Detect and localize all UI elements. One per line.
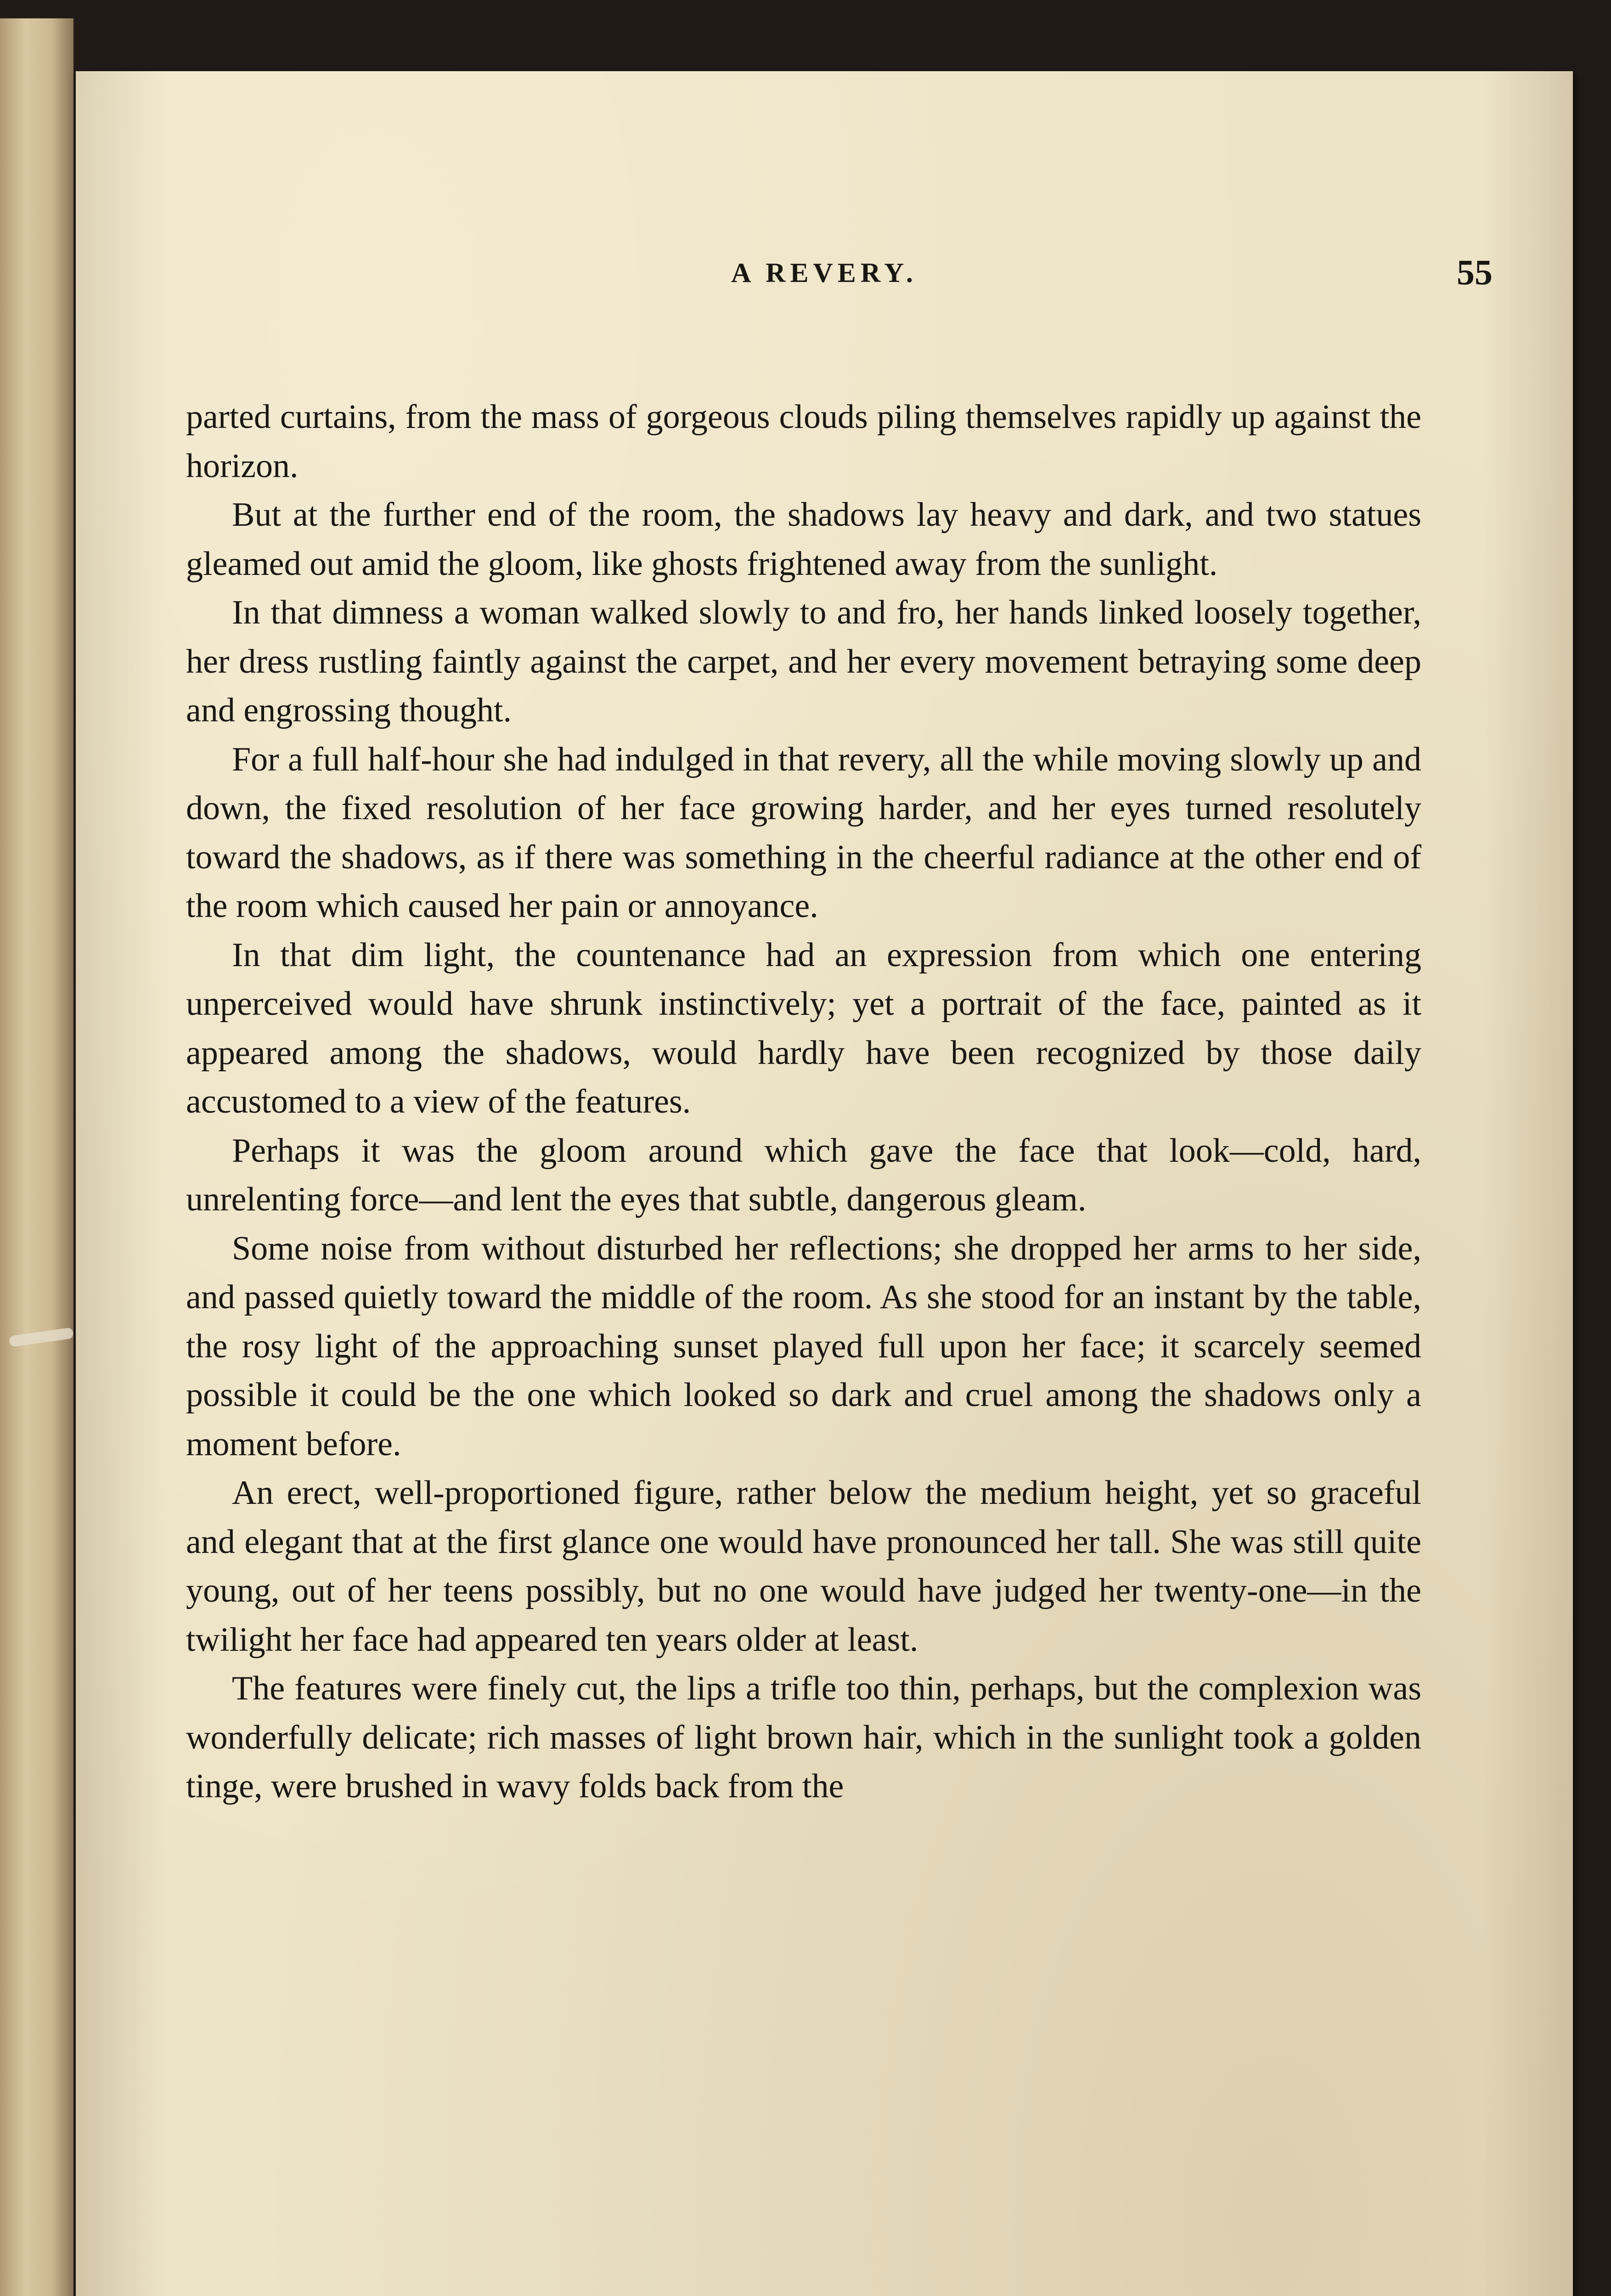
paragraph: An erect, well-proportioned figure, rather below the medium height, yet so graceful and elegant that at the first glance one would have pronounced her tall. She was still quite young, out of her teens possibly, but no one would have judged her twenty-one—in the twilight her face had appeared ten years older at least. — [186, 1474, 1421, 1659]
paragraph: Perhaps it was the gloom around which gave the face that look—cold, hard, unrelenting force—and lent the eyes that subtle, dangerous gleam. — [186, 1131, 1421, 1218]
body-text — [186, 393, 1421, 1811]
binding-thread — [9, 1327, 74, 1347]
running-head: A REVERY. — [731, 258, 918, 288]
page-number: 55 — [1457, 252, 1493, 292]
paragraph: But at the further end of the room, the shadows lay heavy and dark, and two statues gleamed out amid the gloom, like ghosts frightened away from the sunlight. — [186, 496, 1421, 583]
page-header — [76, 252, 1573, 308]
paragraph: In that dimness a woman walked slowly to and fro, her hands linked loosely together, her dress rustling faintly against the carpet, and her every movement betraying some deep and engrossing thought. — [186, 594, 1421, 729]
paragraph: For a full half-hour she had indulged in that revery, all the while moving slowly up and down, the fixed resolution of her face growing harder, and her eyes turned resolutely toward the shadows, as if there was something in the cheerful radiance at the other end of the room which caused her pain or annoyance. — [186, 740, 1421, 925]
book-page — [76, 71, 1573, 2296]
paragraph: The features were finely cut, the lips a trifle too thin, perhaps, but the complexion was wonderfully delicate; rich masses of light brown hair, which in the sunlight took a golden tinge, were brushed in wavy folds back from the — [186, 1670, 1421, 1805]
paragraph: Some noise from without disturbed her reflections; she dropped her arms to her side, and passed quietly toward the middle of the room. As she stood for an instant by the table, the rosy light of the approaching sunset played full upon her face; it scarcely seemed possible it could be the one which looked so dark and cruel among the shadows only a moment before. — [186, 1229, 1421, 1463]
adjacent-page-edge — [0, 18, 73, 2296]
paragraph: parted curtains, from the mass of gorgeous clouds piling themselves rapidly up against the horizon. — [186, 398, 1421, 485]
paragraph: In that dim light, the countenance had an expression from which one entering unperceived would have shrunk instinctively; yet a portrait of the face, painted as it appeared among the shadows, would hardly have been recognized by those daily accustomed to a view of the features. — [186, 936, 1421, 1120]
